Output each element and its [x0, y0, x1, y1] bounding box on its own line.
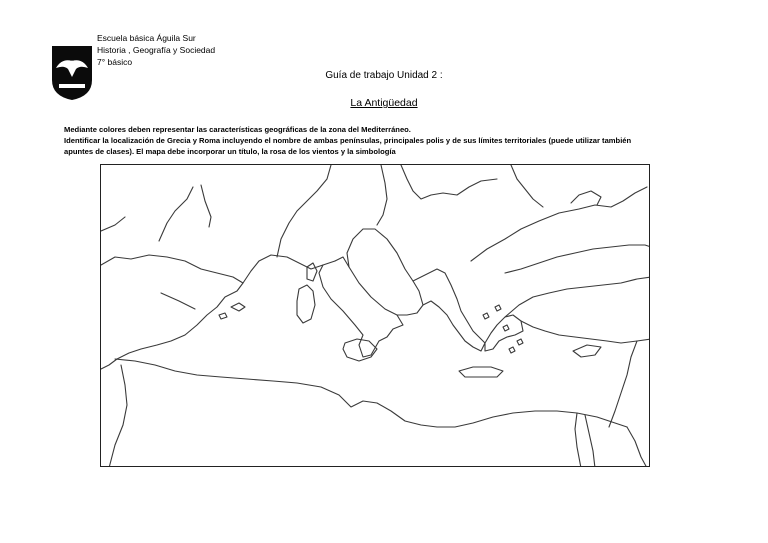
subject-name: Historia , Geografía y Sociedad — [97, 45, 216, 55]
unit-title: La Antigüedad — [350, 97, 418, 109]
guide-title: Guía de trabajo Unidad 2 : — [325, 70, 443, 81]
mediterranean-outline-map-icon — [101, 165, 650, 467]
instructions — [64, 124, 714, 157]
instruction-line-2: Identificar la localización de Grecia y Roma incluyendo el nombre de ambas penínsulas, principales polis y de sus límites territoriales (puede utilizar también — [64, 136, 632, 145]
guide-title-row — [0, 70, 768, 81]
instruction-line-3: apuntes de clases). El mapa debe incorporar un título, la rosa de los vientos y la simbología — [64, 147, 396, 156]
grade-level: 7° básico — [97, 57, 133, 67]
instruction-line-1: Mediante colores deben representar las características geográficas de la zona del Mediterráneo. — [64, 125, 411, 134]
school-name: Escuela básica Águila Sur — [97, 33, 196, 43]
school-header — [97, 32, 215, 68]
mediterranean-map — [100, 164, 650, 467]
unit-title-row — [0, 97, 768, 109]
